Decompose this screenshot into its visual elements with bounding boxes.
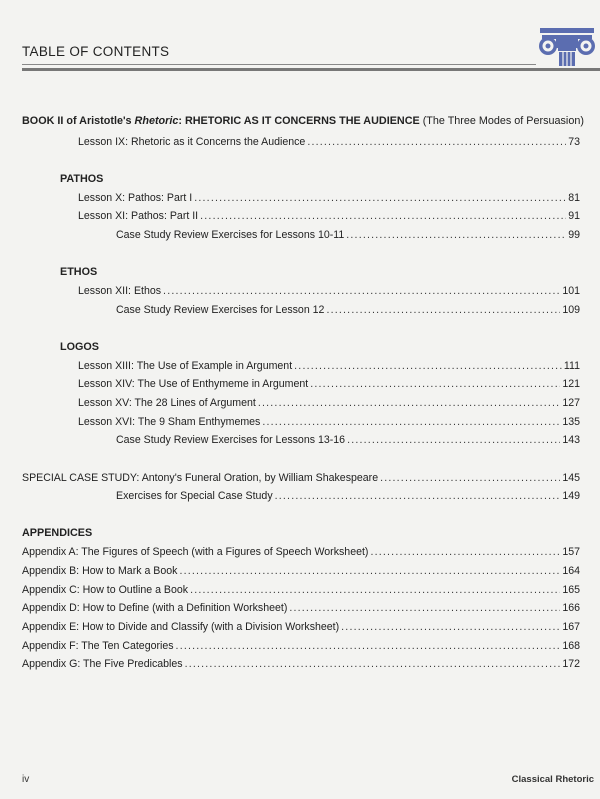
toc-entry-label: Case Study Review Exercises for Lessons 10-11 <box>116 229 345 241</box>
section-heading-pathos: PATHOS <box>60 173 104 185</box>
dot-leader <box>307 136 566 148</box>
toc-entry-appendix-d[interactable] <box>22 602 580 614</box>
dot-leader <box>262 416 560 428</box>
book-heading-italic: Rhetoric <box>134 115 179 127</box>
toc-entry-label: Lesson XV: The 28 Lines of Argument <box>78 397 256 409</box>
toc-entry-label: Appendix B: How to Mark a Book <box>22 565 178 577</box>
dot-leader <box>163 285 560 297</box>
toc-entry-label: Lesson XII: Ethos <box>78 285 162 297</box>
toc-entry-page: 167 <box>562 621 580 633</box>
toc-entry-appendix-f[interactable] <box>22 640 580 652</box>
toc-entry-label: Lesson XIV: The Use of Enthymeme in Argument <box>78 378 309 390</box>
toc-entry-label: Appendix E: How to Divide and Classify (with a Division Worksheet) <box>22 621 340 633</box>
toc-entry-page: 109 <box>562 304 580 316</box>
toc-entry-page: 101 <box>562 285 580 297</box>
dot-leader <box>179 565 560 577</box>
toc-entry-page: 143 <box>562 434 580 446</box>
toc-entry-label: Lesson XI: Pathos: Part II <box>78 210 199 222</box>
dot-leader <box>176 640 561 652</box>
toc-entry-case-study-13-16[interactable] <box>116 434 580 446</box>
toc-entry-special-exercises[interactable] <box>116 490 580 502</box>
toc-entry-page: 164 <box>562 565 580 577</box>
toc-entry-page: 166 <box>562 602 580 614</box>
toc-entry-page: 121 <box>562 378 580 390</box>
toc-entry-lesson-10[interactable] <box>78 192 580 204</box>
section-heading-logos: LOGOS <box>60 341 99 353</box>
toc-entry-page: 168 <box>562 640 580 652</box>
toc-entry-page: 145 <box>562 472 580 484</box>
toc-entry-case-study-12[interactable] <box>116 304 580 316</box>
dot-leader <box>341 621 560 633</box>
toc-entry-lesson-13[interactable] <box>78 360 580 372</box>
footer-page-number: iv <box>22 774 30 785</box>
toc-entry-case-study-10-11[interactable] <box>116 229 580 241</box>
toc-entry-page: 149 <box>562 490 580 502</box>
toc-entry-label: Case Study Review Exercises for Lessons 13-16 <box>116 434 346 446</box>
section-heading-ethos: ETHOS <box>60 266 98 278</box>
toc-entry-label: Lesson XIII: The Use of Example in Argument <box>78 360 293 372</box>
toc-entry-page: 91 <box>568 210 580 222</box>
toc-entry-lesson-15[interactable] <box>78 397 580 409</box>
toc-entry-label: Appendix A: The Figures of Speech (with a Figures of Speech Worksheet) <box>22 546 369 558</box>
toc-entry-appendix-e[interactable] <box>22 621 580 633</box>
dot-leader <box>294 360 562 372</box>
toc-entry-page: 157 <box>562 546 580 558</box>
dot-leader <box>380 472 560 484</box>
header-rule-thin <box>22 64 536 65</box>
dot-leader <box>347 434 560 446</box>
toc-entry-label: Lesson X: Pathos: Part I <box>78 192 193 204</box>
toc-entry-page: 135 <box>562 416 580 428</box>
footer-book-title: Classical Rhetoric <box>511 774 594 785</box>
section-heading-appendices: APPENDICES <box>22 527 93 539</box>
toc-entry-page: 165 <box>562 584 580 596</box>
toc-entry-lesson-11[interactable] <box>78 210 580 222</box>
dot-leader <box>258 397 560 409</box>
toc-entry-label: Exercises for Special Case Study <box>116 490 273 502</box>
book-heading <box>22 115 584 127</box>
toc-entry-page: 172 <box>562 658 580 670</box>
dot-leader <box>185 658 561 670</box>
toc-entry-page: 127 <box>562 397 580 409</box>
toc-entry-label: Lesson IX: Rhetoric as it Concerns the Audience <box>78 136 306 148</box>
page-title: TABLE OF CONTENTS <box>22 44 170 59</box>
dot-leader <box>200 210 566 222</box>
toc-entry-label: Appendix F: The Ten Categories <box>22 640 174 652</box>
toc-entry-appendix-c[interactable] <box>22 584 580 596</box>
toc-entry-page: 81 <box>568 192 580 204</box>
dot-leader <box>326 304 560 316</box>
toc-entry-label: Case Study Review Exercises for Lesson 12 <box>116 304 325 316</box>
book-heading-subtitle: (The Three Modes of Persuasion) <box>422 115 584 127</box>
toc-entry-appendix-g[interactable] <box>22 658 580 670</box>
toc-entry-special-case-study[interactable] <box>22 472 580 484</box>
header-rule-thick <box>22 68 600 71</box>
toc-entry-lesson-16[interactable] <box>78 416 580 428</box>
toc-entry-appendix-b[interactable] <box>22 565 580 577</box>
toc-entry-page: 73 <box>568 136 580 148</box>
book-heading-title: : RHETORIC AS IT CONCERNS THE AUDIENCE <box>178 115 420 127</box>
ionic-column-capital-icon <box>536 26 598 66</box>
toc-entry-label: Lesson XVI: The 9 Sham Enthymemes <box>78 416 261 428</box>
dot-leader <box>275 490 561 502</box>
dot-leader <box>190 584 560 596</box>
toc-entry-page: 111 <box>563 360 580 372</box>
toc-entry-lesson-12[interactable] <box>78 285 580 297</box>
dot-leader <box>370 546 560 558</box>
book-heading-prefix: BOOK II of Aristotle's <box>22 115 132 127</box>
toc-entry-label: Appendix C: How to Outline a Book <box>22 584 189 596</box>
toc-entry-lesson-9[interactable] <box>78 136 580 148</box>
dot-leader <box>310 378 560 390</box>
dot-leader <box>289 602 560 614</box>
toc-entry-label: SPECIAL CASE STUDY: Antony's Funeral Oration, by William Shakespeare <box>22 472 379 484</box>
toc-entry-page: 99 <box>568 229 580 241</box>
toc-entry-appendix-a[interactable] <box>22 546 580 558</box>
toc-entry-label: Appendix D: How to Define (with a Definition Worksheet) <box>22 602 288 614</box>
toc-entry-lesson-14[interactable] <box>78 378 580 390</box>
dot-leader <box>346 229 566 241</box>
toc-entry-label: Appendix G: The Five Predicables <box>22 658 183 670</box>
dot-leader <box>194 192 566 204</box>
